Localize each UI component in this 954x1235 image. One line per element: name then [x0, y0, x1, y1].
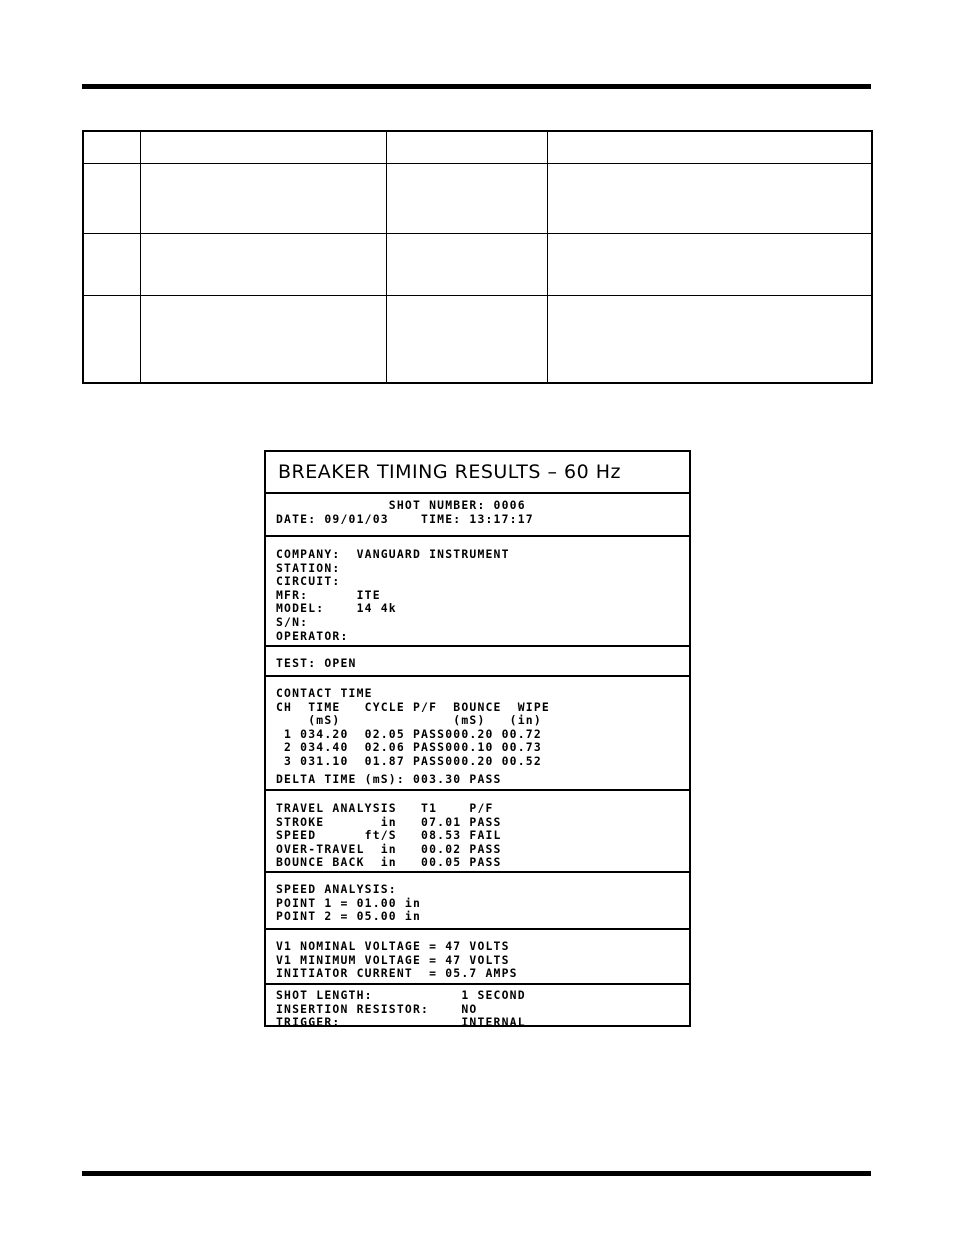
speed-analysis-section [266, 873, 689, 930]
test-section [266, 647, 689, 677]
empty-grid-table [82, 130, 873, 384]
initiator-current-line: INITIATOR CURRENT = 05.7 AMPS [276, 966, 518, 981]
trigger-line: TRIGGER: INTERNAL [276, 1015, 526, 1030]
shot-length-line: SHOT LENGTH: 1 SECOND [276, 988, 526, 1002]
nominal-voltage-line: V1 NOMINAL VOLTAGE = 47 VOLTS [276, 939, 510, 953]
mfr-line: MFR: ITE [276, 587, 381, 602]
footer-rule [82, 1171, 871, 1176]
printout-title: BREAKER TIMING RESULTS – 60 Hz [266, 452, 689, 494]
header-rule [82, 84, 871, 89]
date-time-line: DATE: 09/01/03 TIME: 13:17:17 [276, 511, 534, 526]
shot-length-section [266, 985, 689, 1030]
delta-time-line: DELTA TIME (mS): 003.30 PASS [276, 771, 502, 786]
point-1-line: POINT 1 = 01.00 in [276, 895, 422, 910]
test-line: TEST: OPEN [276, 656, 357, 670]
operator-line: OPERATOR: [276, 628, 349, 643]
company-line: COMPANY: VANGUARD INSTRUMENT [276, 547, 510, 561]
insertion-resistor-line: INSERTION RESISTOR: NO [276, 1001, 478, 1016]
company-section [266, 537, 689, 647]
station-line: STATION: [276, 560, 341, 575]
point-2-line: POINT 2 = 05.00 in [276, 909, 422, 924]
contact-column-headers: CH TIME CYCLE P/F BOUNCE WIPE [276, 699, 550, 714]
table-row [83, 295, 872, 383]
contact-row-3: 3 031.10 01.87 PASS000.20 00.52 [276, 753, 542, 768]
travel-heading: TRAVEL ANALYSIS T1 P/F [276, 801, 494, 815]
contact-heading: CONTACT TIME [276, 686, 373, 700]
contact-time-section [266, 677, 689, 791]
stroke-line: STROKE in 07.01 PASS [276, 814, 502, 829]
minimum-voltage-line: V1 MINIMUM VOLTAGE = 47 VOLTS [276, 952, 510, 967]
bounce-back-line: BOUNCE BACK in 00.05 PASS [276, 855, 502, 870]
table-row [83, 163, 872, 233]
speed-line: SPEED ft/S 08.53 FAIL [276, 828, 502, 843]
contact-column-units: (mS) (mS) (in) [276, 713, 542, 728]
circuit-line: CIRCUIT: [276, 574, 341, 589]
travel-analysis-section [266, 791, 689, 873]
serial-line: S/N: [276, 614, 309, 629]
speed-analysis-heading: SPEED ANALYSIS: [276, 882, 397, 896]
model-line: MODEL: 14 4k [276, 601, 397, 616]
voltage-section [266, 930, 689, 985]
shot-number-line: SHOT NUMBER: 0006 [276, 498, 526, 512]
contact-row-1: 1 034.20 02.05 PASS000.20 00.72 [276, 726, 542, 741]
over-travel-line: OVER-TRAVEL in 00.02 PASS [276, 841, 502, 856]
contact-row-2: 2 034.40 02.06 PASS000.10 00.73 [276, 740, 542, 755]
table-row [83, 233, 872, 295]
shot-info-section [266, 494, 689, 537]
table-row [83, 131, 872, 163]
breaker-timing-printout [264, 450, 691, 1030]
